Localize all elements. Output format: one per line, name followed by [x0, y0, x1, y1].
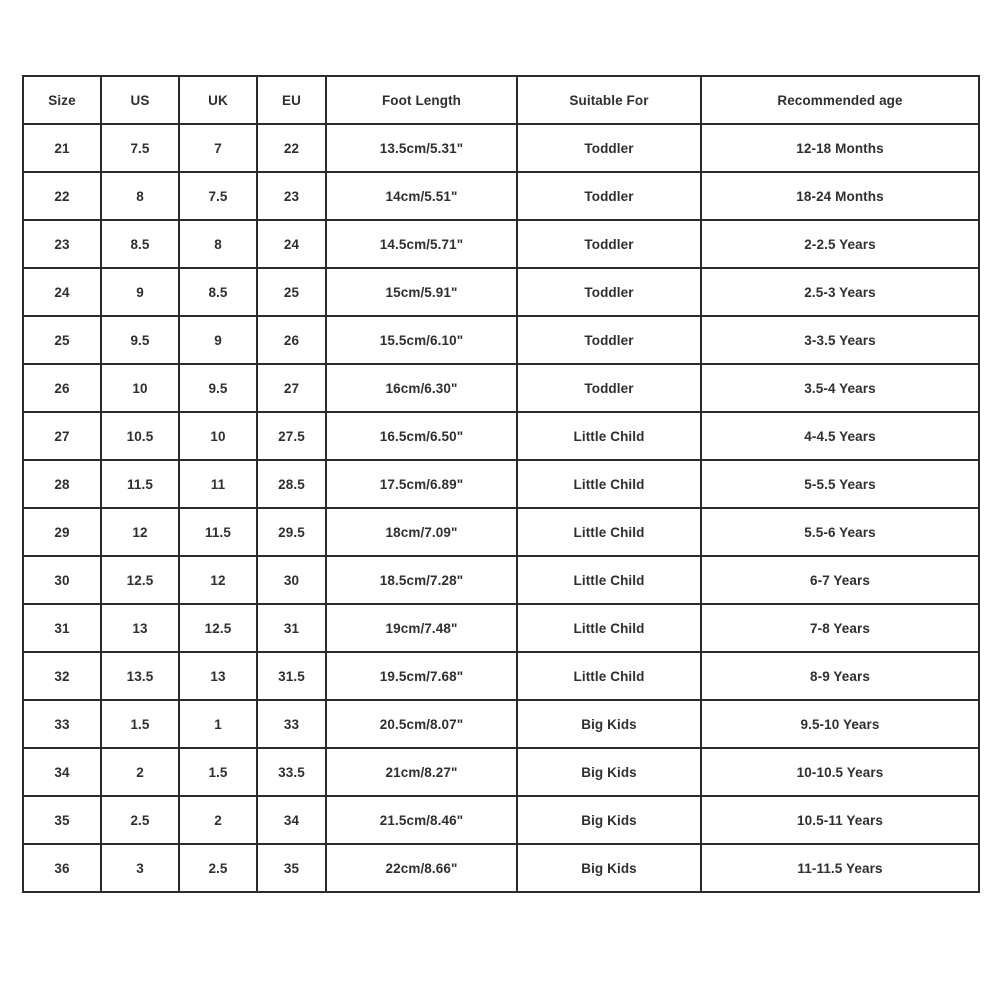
table-cell: 35 [257, 844, 326, 892]
table-cell: 12 [101, 508, 179, 556]
table-cell: 2-2.5 Years [701, 220, 979, 268]
table-cell: 19.5cm/7.68" [326, 652, 517, 700]
table-cell: 18-24 Months [701, 172, 979, 220]
size-chart [22, 75, 978, 893]
table-row [23, 268, 979, 316]
table-cell: 12.5 [101, 556, 179, 604]
table-cell: 31 [23, 604, 101, 652]
table-cell: 8.5 [101, 220, 179, 268]
table-row [23, 844, 979, 892]
table-cell: 8 [179, 220, 257, 268]
table-cell: 30 [23, 556, 101, 604]
table-cell: 26 [257, 316, 326, 364]
table-cell: Little Child [517, 556, 701, 604]
table-row [23, 556, 979, 604]
table-cell: Big Kids [517, 700, 701, 748]
header-row [23, 76, 979, 124]
table-cell: 12.5 [179, 604, 257, 652]
table-cell: 31 [257, 604, 326, 652]
table-cell: 12-18 Months [701, 124, 979, 172]
table-cell: 29.5 [257, 508, 326, 556]
table-row [23, 604, 979, 652]
table-row [23, 508, 979, 556]
table-cell: 5.5-6 Years [701, 508, 979, 556]
table-row [23, 652, 979, 700]
table-cell: 9 [179, 316, 257, 364]
header-eu: EU [257, 76, 326, 124]
table-cell: 14.5cm/5.71" [326, 220, 517, 268]
table-cell: 7.5 [101, 124, 179, 172]
table-cell: Toddler [517, 316, 701, 364]
table-cell: 13 [179, 652, 257, 700]
header-foot-length: Foot Length [326, 76, 517, 124]
table-cell: Toddler [517, 268, 701, 316]
table-cell: 27 [23, 412, 101, 460]
table-cell: Toddler [517, 364, 701, 412]
table-row [23, 316, 979, 364]
table-cell: 33 [257, 700, 326, 748]
table-cell: 27 [257, 364, 326, 412]
table-cell: 2 [101, 748, 179, 796]
table-cell: 16.5cm/6.50" [326, 412, 517, 460]
table-cell: 24 [23, 268, 101, 316]
table-cell: 34 [23, 748, 101, 796]
table-cell: 13.5 [101, 652, 179, 700]
table-cell: 10 [101, 364, 179, 412]
table-cell: 2 [179, 796, 257, 844]
table-cell: 7 [179, 124, 257, 172]
table-cell: Little Child [517, 460, 701, 508]
table-cell: 11.5 [101, 460, 179, 508]
table-cell: 7.5 [179, 172, 257, 220]
table-cell: 25 [23, 316, 101, 364]
table-cell: 15cm/5.91" [326, 268, 517, 316]
table-cell: 3.5-4 Years [701, 364, 979, 412]
table-cell: 23 [257, 172, 326, 220]
table-cell: 8.5 [179, 268, 257, 316]
header-uk: UK [179, 76, 257, 124]
table-cell: 25 [257, 268, 326, 316]
table-cell: 11.5 [179, 508, 257, 556]
table-row [23, 124, 979, 172]
table-cell: 10 [179, 412, 257, 460]
table-cell: 9.5-10 Years [701, 700, 979, 748]
table-cell: 17.5cm/6.89" [326, 460, 517, 508]
table-row [23, 460, 979, 508]
table-cell: 13 [101, 604, 179, 652]
table-cell: 18.5cm/7.28" [326, 556, 517, 604]
table-cell: 1.5 [179, 748, 257, 796]
table-row [23, 412, 979, 460]
table-cell: 18cm/7.09" [326, 508, 517, 556]
table-cell: 32 [23, 652, 101, 700]
table-cell: 3-3.5 Years [701, 316, 979, 364]
table-cell: 23 [23, 220, 101, 268]
table-cell: 26 [23, 364, 101, 412]
table-cell: 11 [179, 460, 257, 508]
table-cell: 27.5 [257, 412, 326, 460]
table-row [23, 364, 979, 412]
header-recommended-age: Recommended age [701, 76, 979, 124]
table-cell: 1.5 [101, 700, 179, 748]
table-cell: Little Child [517, 604, 701, 652]
table-row [23, 748, 979, 796]
table-cell: Little Child [517, 412, 701, 460]
table-cell: Little Child [517, 652, 701, 700]
table-cell: 6-7 Years [701, 556, 979, 604]
table-cell: 9.5 [101, 316, 179, 364]
table-cell: 8 [101, 172, 179, 220]
table-cell: 33.5 [257, 748, 326, 796]
table-cell: 21 [23, 124, 101, 172]
table-cell: 10-10.5 Years [701, 748, 979, 796]
table-cell: Big Kids [517, 796, 701, 844]
table-row [23, 172, 979, 220]
header-suitable-for: Suitable For [517, 76, 701, 124]
table-cell: 7-8 Years [701, 604, 979, 652]
table-cell: 21.5cm/8.46" [326, 796, 517, 844]
table-cell: Big Kids [517, 844, 701, 892]
table-cell: 11-11.5 Years [701, 844, 979, 892]
table-cell: 14cm/5.51" [326, 172, 517, 220]
table-cell: 22cm/8.66" [326, 844, 517, 892]
table-cell: 9.5 [179, 364, 257, 412]
table-cell: 3 [101, 844, 179, 892]
table-cell: 10.5 [101, 412, 179, 460]
table-cell: 31.5 [257, 652, 326, 700]
table-cell: Toddler [517, 172, 701, 220]
table-cell: Toddler [517, 220, 701, 268]
table-cell: 1 [179, 700, 257, 748]
table-cell: 30 [257, 556, 326, 604]
table-cell: 10.5-11 Years [701, 796, 979, 844]
table-cell: 12 [179, 556, 257, 604]
header-us: US [101, 76, 179, 124]
table-cell: 15.5cm/6.10" [326, 316, 517, 364]
table-cell: 35 [23, 796, 101, 844]
table-cell: 24 [257, 220, 326, 268]
table-cell: 2.5-3 Years [701, 268, 979, 316]
header-size: Size [23, 76, 101, 124]
table-cell: Little Child [517, 508, 701, 556]
size-chart-table [22, 75, 980, 893]
table-row [23, 220, 979, 268]
table-cell: 22 [257, 124, 326, 172]
table-cell: 2.5 [101, 796, 179, 844]
table-cell: 20.5cm/8.07" [326, 700, 517, 748]
table-cell: 29 [23, 508, 101, 556]
table-cell: 21cm/8.27" [326, 748, 517, 796]
table-cell: 5-5.5 Years [701, 460, 979, 508]
table-cell: 4-4.5 Years [701, 412, 979, 460]
table-row [23, 796, 979, 844]
table-cell: 22 [23, 172, 101, 220]
table-cell: 36 [23, 844, 101, 892]
table-cell: 33 [23, 700, 101, 748]
table-row [23, 700, 979, 748]
table-cell: 19cm/7.48" [326, 604, 517, 652]
table-cell: 2.5 [179, 844, 257, 892]
table-cell: 9 [101, 268, 179, 316]
table-cell: 13.5cm/5.31" [326, 124, 517, 172]
table-cell: 8-9 Years [701, 652, 979, 700]
table-cell: 28 [23, 460, 101, 508]
table-cell: 28.5 [257, 460, 326, 508]
table-cell: 34 [257, 796, 326, 844]
table-cell: 16cm/6.30" [326, 364, 517, 412]
table-cell: Big Kids [517, 748, 701, 796]
table-cell: Toddler [517, 124, 701, 172]
